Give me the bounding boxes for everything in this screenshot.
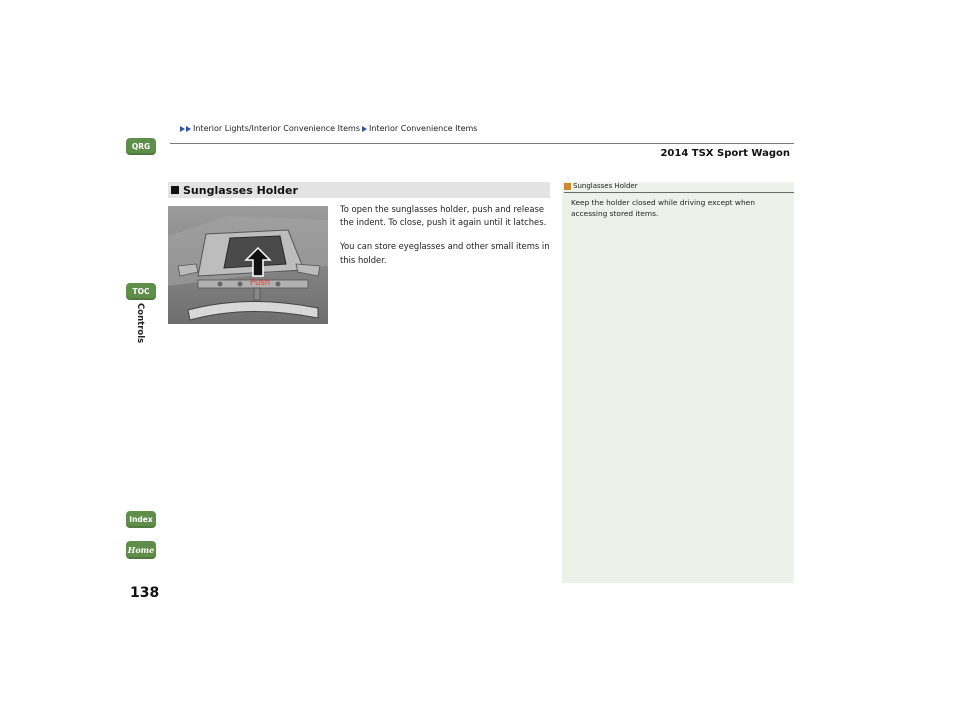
document-title: 2014 TSX Sport Wagon [660, 148, 790, 159]
section-body [340, 203, 552, 278]
sunglasses-holder-illustration [168, 206, 328, 324]
toc-button[interactable]: TOC [126, 283, 156, 300]
storage-paragraph: You can store eyeglasses and other small items in this holder. [340, 241, 550, 265]
index-button[interactable]: Index [126, 511, 156, 528]
breadcrumb-item-convenience-items[interactable]: Interior Convenience Items [369, 124, 478, 133]
note-divider [564, 192, 794, 193]
header-divider [170, 143, 794, 144]
note-panel [562, 182, 794, 583]
breadcrumb-arrow-icon [186, 126, 191, 132]
instruction-paragraph: To open the sunglasses holder, push and release the indent. To close, push it again until it latches. [340, 204, 547, 228]
note-reference-icon [564, 183, 571, 190]
breadcrumb-item-interior-lights[interactable]: Interior Lights/Interior Convenience Items [193, 124, 361, 133]
home-button[interactable]: Home [126, 541, 156, 559]
breadcrumb-arrow-icon [180, 126, 185, 132]
breadcrumb [180, 124, 477, 133]
push-callout-label: Push [250, 278, 271, 288]
qrg-button[interactable]: QRG [126, 138, 156, 155]
page-number: 138 [130, 585, 160, 601]
square-bullet-icon [171, 186, 179, 194]
chapter-label-text: Controls [135, 303, 145, 344]
note-text: Keep the holder closed while driving except when accessing stored items. [571, 198, 755, 218]
chapter-label [131, 303, 155, 363]
note-heading [564, 182, 794, 190]
section-heading-text: Sunglasses Holder [183, 183, 298, 197]
note-heading-text: Sunglasses Holder [573, 182, 638, 190]
overhead-console-drawing [168, 206, 328, 324]
section-heading [168, 182, 550, 198]
breadcrumb-arrow-icon [362, 126, 367, 132]
